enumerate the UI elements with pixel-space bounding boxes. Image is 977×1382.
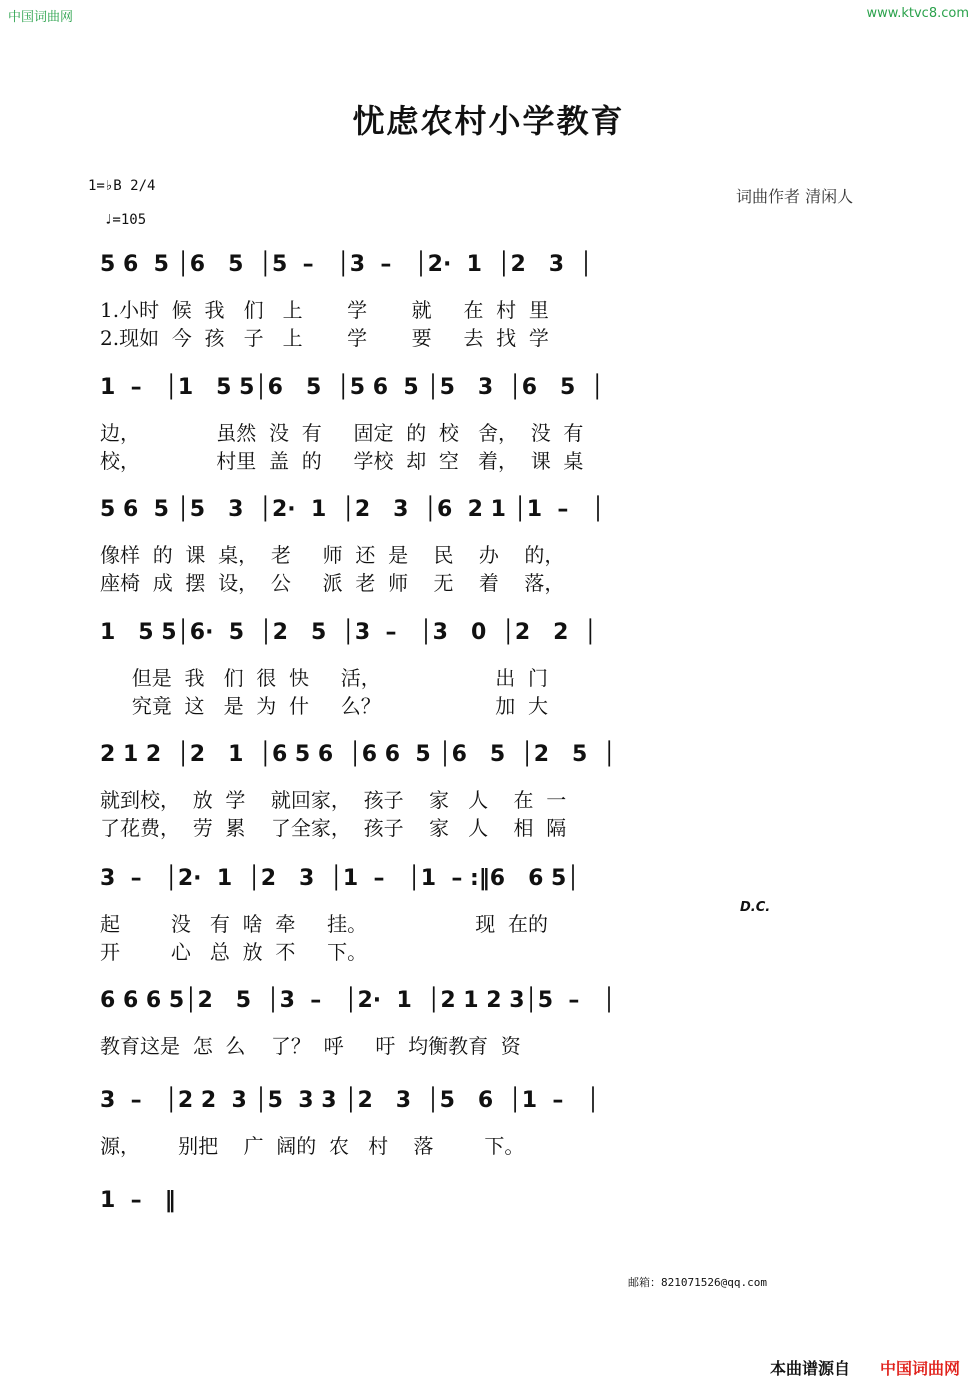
lyrics-verse-1: 就到校， 放 学 就回家， 孩子 家 人 在 一 bbox=[100, 788, 567, 812]
contact-email: 邮箱：821071526@qq.com bbox=[628, 1276, 767, 1289]
lyrics-verse-1: 边， 虽然 没 有 固定 的 校 舍， 没 有 bbox=[100, 421, 584, 445]
notation-line: 3 – │2· 1 │2 3 │1 – │1 – :‖6 6 5│ bbox=[100, 866, 580, 891]
tempo-marking: ♩=105 bbox=[104, 212, 147, 228]
lyrics-verse-2: 了花费， 劳 累 了全家， 孩子 家 人 相 隔 bbox=[100, 816, 567, 840]
lyrics-verse-2: 2.现如 今 孩 子 上 学 要 去 找 学 bbox=[100, 326, 549, 350]
song-title: 忧虑农村小学教育 bbox=[352, 102, 625, 140]
notation-line: 5 6 5 │5 3 │2· 1 │2 3 │6 2 1 │1 – │ bbox=[100, 497, 605, 522]
lyrics-verse-1: 但是 我 们 很 快 活， 出 门 bbox=[100, 666, 548, 690]
lyrics-verse-2: 校， 村里 盖 的 学校 却 空 着， 课 桌 bbox=[100, 449, 584, 473]
notation-line: 5 6 5 │6 5 │5 – │3 – │2· 1 │2 3 │ bbox=[100, 252, 593, 277]
footer-source-label: 本曲谱源自 bbox=[770, 1359, 851, 1378]
footer-brand[interactable]: 中国词曲网 bbox=[880, 1359, 961, 1378]
dc-mark: D.C. bbox=[740, 900, 771, 915]
key-signature: 1=♭B 2/4 bbox=[88, 178, 156, 194]
site-watermark-right[interactable]: www.ktvc8.com bbox=[866, 6, 969, 21]
lyrics-verse-2: 开 心 总 放 不 下。 bbox=[100, 940, 368, 964]
lyrics-verse-1: 起 没 有 啥 牵 挂。 现 在的 bbox=[100, 912, 548, 936]
notation-line: 2 1 2 │2 1 │6 5 6 │6 6 5 │6 5 │2 5 │ bbox=[100, 742, 616, 767]
lyrics-verse-1: 1.小时 候 我 们 上 学 就 在 村 里 bbox=[100, 298, 549, 322]
notation-line: 1 – │1 5 5│6 5 │5 6 5 │5 3 │6 5 │ bbox=[100, 375, 604, 400]
notation-line: 1 – ‖ bbox=[100, 1188, 176, 1213]
lyrics-verse-2: 究竟 这 是 为 什 么？ 加 大 bbox=[100, 694, 548, 718]
notation-line: 1 5 5│6· 5 │2 5 │3 – │3 0 │2 2 │ bbox=[100, 620, 597, 645]
notation-line: 3 – │2 2 3 │5 3 3 │2 3 │5 6 │1 – │ bbox=[100, 1088, 600, 1113]
notation-line: 6 6 6 5│2 5 │3 – │2· 1 │2 1 2 3│5 – │ bbox=[100, 988, 616, 1013]
lyrics-verse-1: 源， 别把 广 阔的 农 村 落 下。 bbox=[100, 1134, 525, 1158]
lyrics-verse-2: 座椅 成 摆 设， 公 派 老 师 无 着 落， bbox=[100, 571, 565, 595]
lyrics-verse-1: 像样 的 课 桌， 老 师 还 是 民 办 的， bbox=[100, 543, 565, 567]
lyrics-verse-1: 教育这是 怎 么 了？ 呼 吁 均衡教育 资 bbox=[100, 1034, 521, 1058]
site-watermark-left: 中国词曲网 bbox=[8, 10, 74, 25]
composer-credit: 词曲作者 清闲人 bbox=[736, 187, 854, 206]
